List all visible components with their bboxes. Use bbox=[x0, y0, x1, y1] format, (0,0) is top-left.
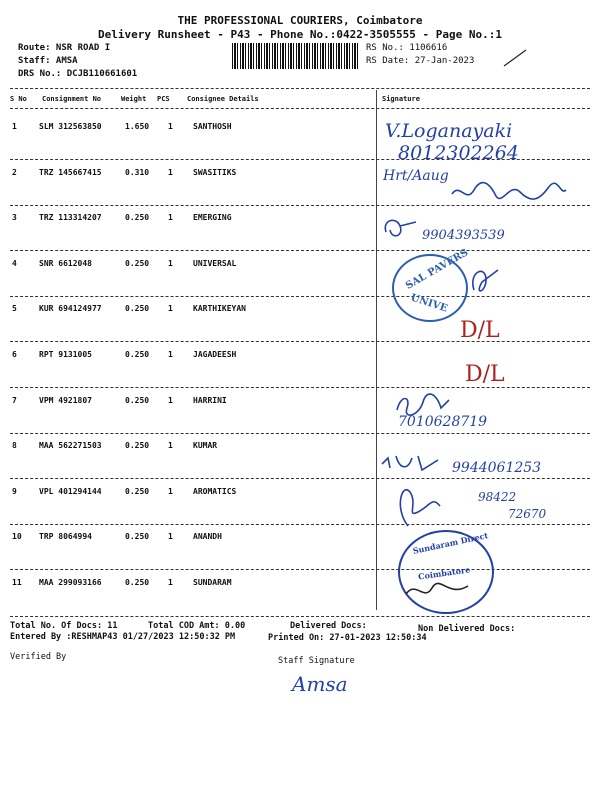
stamp-sundaram-top-text: Sundaram Direct bbox=[411, 530, 489, 556]
row-consignment-no: TRZ 113314207 bbox=[39, 213, 102, 223]
sig-row9-number2: 72670 bbox=[508, 507, 547, 521]
sig-row3-initials bbox=[380, 212, 420, 242]
row-sno: 3 bbox=[12, 213, 17, 223]
row-consignee: SUNDARAM bbox=[193, 578, 232, 587]
sig-row1-name: V.Loganayaki bbox=[385, 120, 513, 142]
row-sno: 1 bbox=[12, 122, 17, 131]
header-divider-top bbox=[10, 88, 590, 89]
row-consignee: JAGADEESH bbox=[193, 350, 237, 359]
row-pcs: 1 bbox=[168, 578, 173, 587]
sig-row9-number1: 98422 bbox=[478, 490, 517, 504]
row-consignment-no: SLM 312563850 bbox=[39, 122, 102, 131]
row-consignment-no: KUR 694124977 bbox=[39, 304, 102, 314]
staff-signature: Amsa bbox=[292, 672, 348, 696]
row-consignment-no: MAA 562271503 bbox=[39, 441, 102, 451]
row-pcs: 1 bbox=[168, 395, 173, 405]
row-pcs: 1 bbox=[168, 258, 173, 268]
row-weight: 0.250 bbox=[125, 532, 150, 542]
row-consignment-no: MAA 299093166 bbox=[39, 578, 102, 587]
col-pcs: PCS bbox=[157, 95, 170, 103]
row-weight: 0.250 bbox=[125, 395, 150, 405]
row-consignment-no: VPM 4921807 bbox=[39, 395, 92, 405]
verified-by: Verified By bbox=[10, 652, 67, 662]
row-consignee: UNIVERSAL bbox=[193, 258, 237, 268]
col-consignee: Consignee Details bbox=[187, 95, 259, 103]
row-weight: 0.250 bbox=[125, 486, 150, 496]
row-consignee: KUMAR bbox=[193, 441, 218, 451]
row-weight: 0.250 bbox=[125, 213, 150, 223]
row-sno: 9 bbox=[12, 486, 17, 496]
sig-row1-phone: 8012302264 bbox=[398, 142, 519, 164]
row5-dl-mark: D/L bbox=[460, 318, 500, 343]
row-pcs: 1 bbox=[168, 350, 173, 359]
row-consignment-no: TRP 8064994 bbox=[39, 532, 92, 542]
staff-signature-label: Staff Signature bbox=[278, 656, 355, 666]
row-consignee: SWASITIKS bbox=[193, 167, 237, 177]
sig-row2-text: Hrt/Aaug bbox=[383, 168, 449, 184]
col-signature: Signature bbox=[382, 95, 420, 103]
sig-row11-signature bbox=[402, 576, 472, 606]
row-consignee: EMERGING bbox=[193, 213, 232, 223]
rs-date: RS Date: 27-Jan-2023 bbox=[366, 56, 475, 66]
row-divider bbox=[10, 433, 590, 434]
sig-row8-signature bbox=[378, 450, 448, 476]
row-weight: 0.250 bbox=[125, 578, 150, 587]
row-divider bbox=[10, 387, 590, 388]
row-weight: 0.250 bbox=[125, 350, 150, 359]
total-cod-amount: Total COD Amt: 0.00 bbox=[148, 621, 246, 631]
barcode bbox=[232, 43, 360, 69]
row-consignment-no: TRZ 145667415 bbox=[39, 167, 102, 177]
row-sno: 6 bbox=[12, 350, 17, 359]
total-docs: Total No. Of Docs: 11 bbox=[10, 621, 118, 631]
col-consignment: Consignment No bbox=[42, 95, 102, 103]
pen-tick-mark bbox=[500, 46, 530, 70]
staff-label: Staff: AMSA bbox=[18, 56, 78, 66]
row-divider bbox=[10, 250, 590, 251]
row-divider bbox=[10, 341, 590, 342]
col-sno: S No bbox=[10, 95, 27, 103]
row-consignee: SANTHOSH bbox=[193, 122, 232, 131]
sig-row9-signature bbox=[388, 478, 448, 530]
header-divider-bottom bbox=[10, 108, 590, 109]
row-consignee: AROMATICS bbox=[193, 486, 237, 496]
row-weight: 1.650 bbox=[125, 122, 150, 131]
drs-number: DRS No.: DCJB110661601 bbox=[18, 69, 138, 79]
row-sno: 7 bbox=[12, 395, 17, 405]
row-weight: 0.250 bbox=[125, 441, 150, 451]
row-consignee: ANANDH bbox=[193, 532, 222, 542]
row-consignment-no: SNR 6612048 bbox=[39, 258, 92, 268]
row-pcs: 1 bbox=[168, 122, 173, 131]
row-weight: 0.250 bbox=[125, 304, 150, 314]
footer-divider bbox=[10, 616, 590, 617]
row-pcs: 1 bbox=[168, 213, 173, 223]
row-sno: 4 bbox=[12, 258, 17, 268]
row-pcs: 1 bbox=[168, 167, 173, 177]
row-sno: 8 bbox=[12, 441, 17, 451]
row-sno: 11 bbox=[12, 578, 22, 587]
row-weight: 0.250 bbox=[125, 258, 150, 268]
row-divider bbox=[10, 524, 590, 525]
sig-row3-phone: 9904393539 bbox=[422, 228, 505, 243]
col-weight: Weight bbox=[121, 95, 147, 103]
sig-row2-scribble bbox=[450, 176, 570, 210]
row-consignee: HARRINI bbox=[193, 395, 227, 405]
row-sno: 2 bbox=[12, 167, 17, 177]
sig-row7-phone: 7010628719 bbox=[398, 414, 488, 430]
printed-on: Printed On: 27-01-2023 12:50:34 bbox=[268, 633, 427, 643]
rs-number: RS No.: 1106616 bbox=[366, 43, 448, 53]
stamp-universal-top-text: SAL PAVERS bbox=[403, 247, 471, 292]
row-sno: 5 bbox=[12, 304, 17, 314]
row-consignment-no: VPL 401294144 bbox=[39, 486, 102, 496]
row-weight: 0.310 bbox=[125, 167, 150, 177]
row-pcs: 1 bbox=[168, 486, 173, 496]
row-pcs: 1 bbox=[168, 441, 173, 451]
row-consignment-no: RPT 9131005 bbox=[39, 350, 92, 359]
row6-dl-mark: D/L bbox=[465, 362, 505, 387]
row-sno: 10 bbox=[12, 532, 22, 542]
sig-row4-signature bbox=[468, 262, 504, 302]
row-divider bbox=[10, 478, 590, 479]
row-pcs: 1 bbox=[168, 304, 173, 314]
stamp-sundaram-mid-text: Coimbatore bbox=[417, 564, 471, 582]
entered-by: Entered By :RESHMAP43 01/27/2023 12:50:32 PM bbox=[10, 632, 236, 642]
row-divider bbox=[10, 569, 590, 570]
stamp-universal-bottom-text: UNIVE bbox=[409, 292, 449, 315]
company-title: THE PROFESSIONAL COURIERS, Coimbatore bbox=[177, 14, 423, 27]
row-consignee: KARTHIKEYAN bbox=[193, 304, 246, 314]
signature-column-line bbox=[376, 90, 377, 610]
delivered-docs: Delivered Docs: bbox=[290, 621, 367, 631]
runsheet-title: Delivery Runsheet - P43 - Phone No.:0422-3505555 - Page No.:1 bbox=[98, 28, 502, 41]
route-label: Route: NSR ROAD I bbox=[18, 43, 111, 53]
sig-row8-phone: 9944061253 bbox=[452, 460, 542, 476]
row-pcs: 1 bbox=[168, 532, 173, 542]
non-delivered-docs: Non Delivered Docs: bbox=[418, 624, 516, 634]
